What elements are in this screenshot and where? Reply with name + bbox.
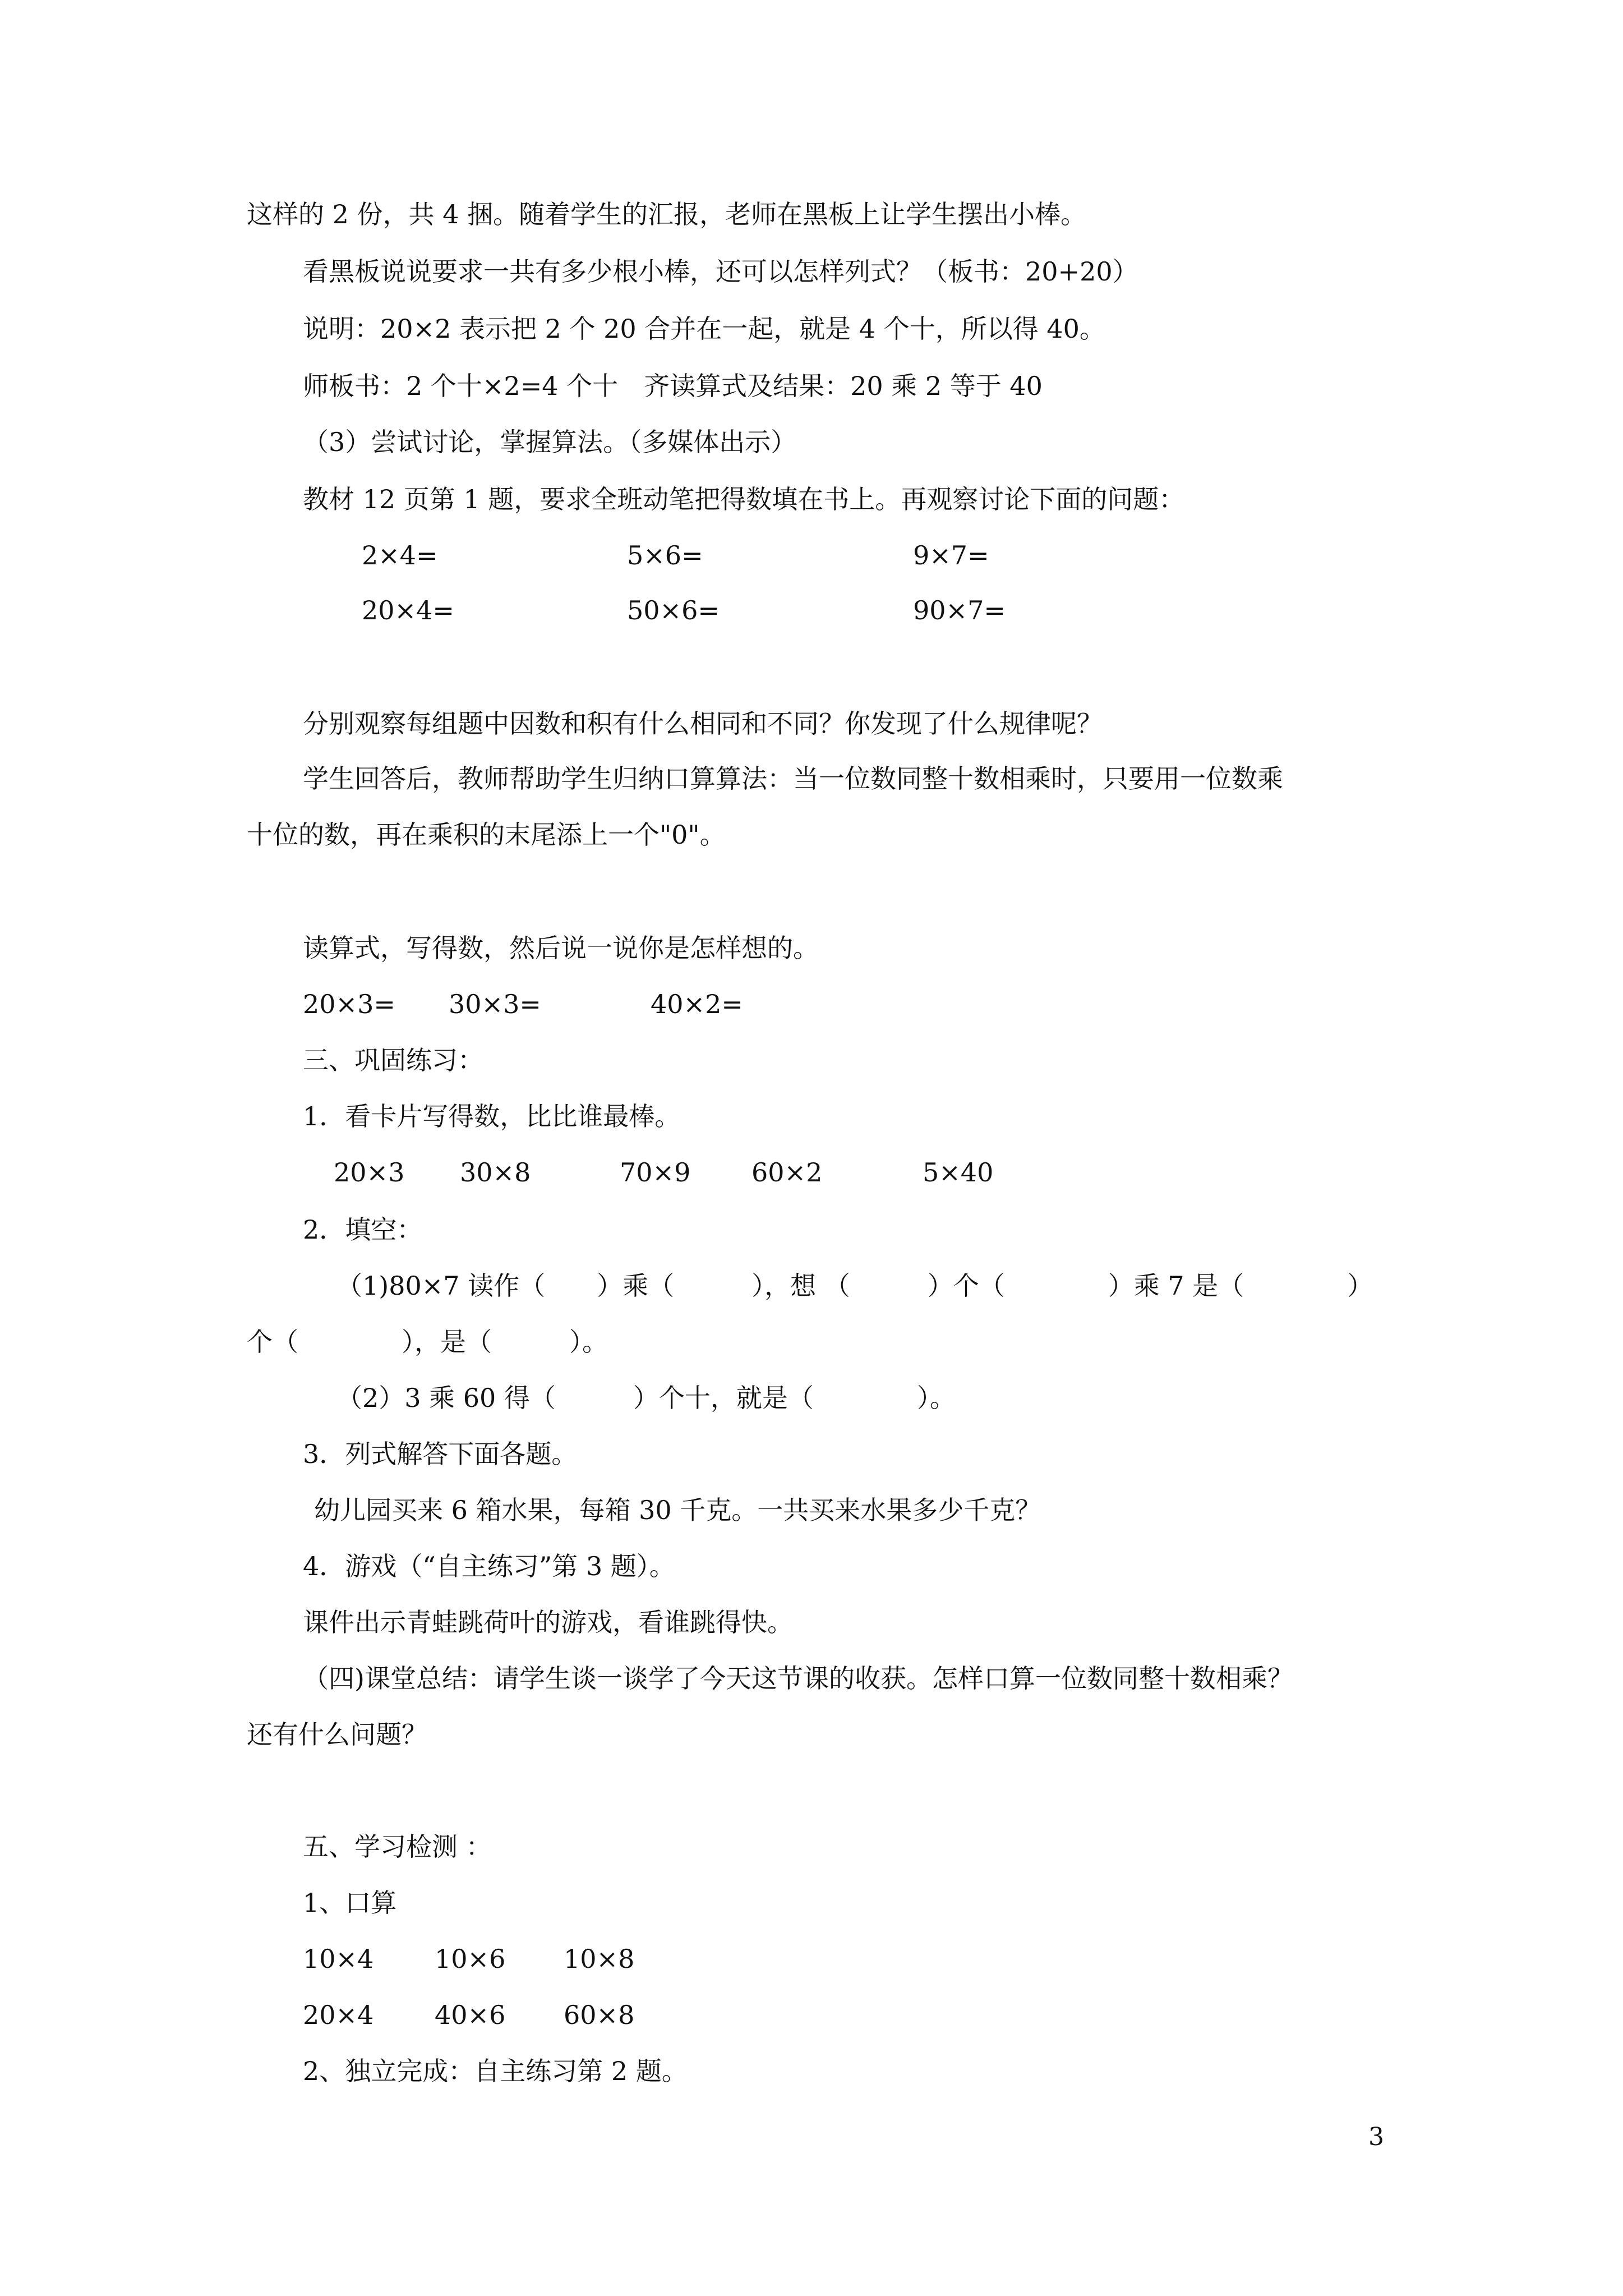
- math-expression: 90×7=: [913, 595, 1006, 625]
- section-heading: 五、学习检测 ：: [303, 1832, 492, 1862]
- math-expression: 10×4: [303, 1944, 374, 1974]
- text-line: 教材 12 页第 1 题，要求全班动笔把得数填在书上。再观察讨论下面的问题：: [303, 484, 1185, 514]
- math-expression: 40×2=: [651, 989, 743, 1019]
- math-expression: 2×4=: [362, 540, 438, 570]
- text-line: 3．列式解答下面各题。: [303, 1439, 578, 1469]
- text-line: 还有什么问题？: [247, 1719, 427, 1750]
- math-expression: 5×40: [923, 1157, 994, 1188]
- math-expression: 60×2: [751, 1157, 823, 1188]
- text-line: （2）3 乘 60 得（ ）个十，就是（ ）。: [336, 1383, 956, 1413]
- math-row: [0, 987, 1623, 1021]
- math-expression: 60×8: [564, 2000, 635, 2030]
- math-expression: 50×6=: [627, 595, 720, 625]
- text-line: 读算式，写得数，然后说一说你是怎样想的。: [303, 933, 819, 963]
- page-number: 3: [1368, 2123, 1384, 2151]
- text-line: 4．游戏（“自主练习”第 3 题）。: [303, 1551, 675, 1581]
- text-line: 这样的 2 份，共 4 捆。随着学生的汇报，老师在黑板上让学生摆出小棒。: [247, 199, 1087, 229]
- text-line: 2、独立完成：自主练习第 2 题。: [303, 2056, 688, 2086]
- math-expression: 20×3=: [303, 989, 395, 1019]
- math-expression: 30×8: [460, 1157, 531, 1188]
- math-row: [0, 539, 1623, 572]
- text-line: 看黑板说说要求一共有多少根小棒，还可以怎样列式？（板书：20+20）: [303, 256, 1138, 287]
- math-expression: 9×7=: [913, 540, 989, 570]
- math-expression: 10×6: [435, 1944, 506, 1974]
- math-expression: 20×4: [303, 2000, 374, 2030]
- text-line: 分别观察每组题中因数和积有什么相同和不同？你发现了什么规律呢？: [303, 708, 1103, 739]
- math-expression: 40×6: [435, 2000, 506, 2030]
- text-line: 幼儿园买来 6 箱水果，每箱 30 千克。一共买来水果多少千克？: [314, 1495, 1041, 1525]
- text-line: 十位的数，再在乘积的末尾添上一个"0"。: [247, 820, 726, 850]
- text-line: 1．看卡片写得数，比比谁最棒。: [303, 1101, 681, 1131]
- text-line: （四)课堂总结：请学生谈一谈学了今天这节课的收获。怎样口算一位数同整十数相乘？: [303, 1663, 1293, 1694]
- text-line: （3）尝试讨论，掌握算法。（多媒体出示）: [303, 427, 797, 457]
- math-row: [0, 1156, 1623, 1189]
- text-line: 个（ ），是（ ）。: [247, 1327, 608, 1357]
- text-line: 2．填空：: [303, 1214, 423, 1245]
- math-expression: 20×4=: [362, 595, 454, 625]
- text-line: 学生回答后，教师帮助学生归纳口算算法：当一位数同整十数相乘时，只要用一位数乘: [303, 763, 1283, 794]
- math-expression: 10×8: [564, 1944, 635, 1974]
- math-row: [0, 1942, 1623, 1976]
- math-row: [0, 593, 1623, 627]
- math-expression: 20×3: [334, 1157, 405, 1188]
- text-line: （1)80×7 读作（ ）乘（ ），想 （ ）个（ ）乘 7 是（ ）: [336, 1271, 1373, 1301]
- section-heading: 三、巩固练习：: [303, 1045, 483, 1075]
- text-line: 说明：20×2 表示把 2 个 20 合并在一起，就是 4 个十，所以得 40。: [303, 314, 1105, 344]
- math-expression: 30×3=: [449, 989, 541, 1019]
- text-line: 1、口算: [303, 1888, 397, 1918]
- math-expression: 5×6=: [627, 540, 703, 570]
- text-line: 师板书：2 个十×2=4 个十 齐读算式及结果：20 乘 2 等于 40: [303, 371, 1043, 401]
- text-line: 课件出示青蛙跳荷叶的游戏，看谁跳得快。: [303, 1607, 793, 1637]
- math-expression: 70×9: [620, 1157, 691, 1188]
- math-row: [0, 1998, 1623, 2032]
